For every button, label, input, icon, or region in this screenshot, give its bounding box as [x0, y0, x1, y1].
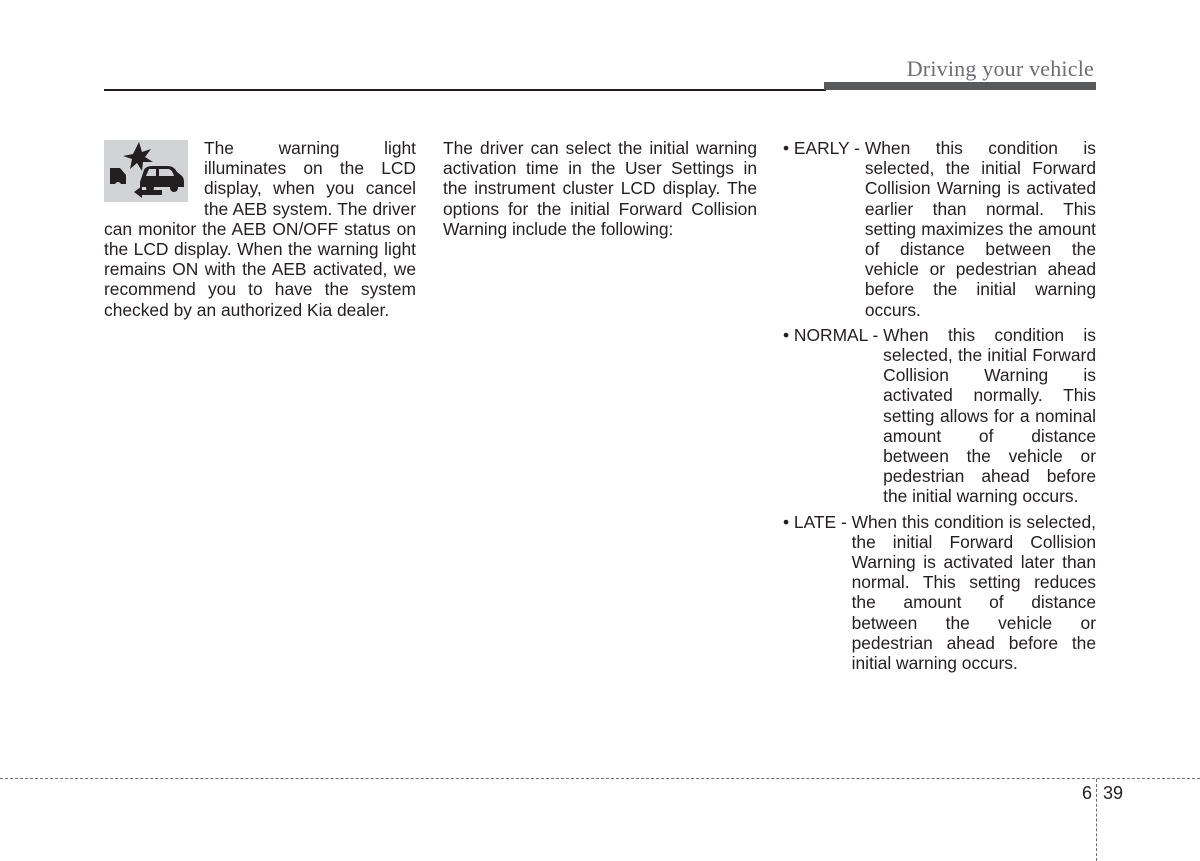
option-description: When this condition is selected, the initial Forward Collision Warning is activated earlier than normal. This setting maximizes the amount of distance between the vehicle or pedestrian ahead before the initial warning occurs. [864, 138, 1096, 320]
footer-divider [1096, 779, 1097, 861]
chapter-number: 6 [1081, 783, 1092, 803]
option-normal [783, 325, 1096, 507]
column-3 [783, 138, 1096, 678]
column-1 [104, 138, 416, 320]
option-label: • EARLY - [783, 138, 865, 158]
aeb-warning-paragraph: The warning light illuminates on the LCD display, when you cancel the AEB system. The driver can monitor the AEB ON/OFF status on the LCD display. When the warning light remains ON with the AEB activated, we recommend you to have the system checked by an authorized Kia dealer. [104, 138, 416, 320]
option-description: When this condition is selected, the initial Forward Collision Warning is activated normally. This setting allows for a nominal amount of distance between the vehicle or pedestrian ahead before the initial warning occurs. [883, 324, 1096, 507]
footer-rule [0, 778, 1200, 779]
option-label: • LATE - [783, 511, 852, 532]
header-rule [104, 89, 826, 91]
page-number: 39 [1103, 783, 1124, 803]
option-early [783, 138, 1096, 320]
option-label: • NORMAL - [783, 324, 884, 345]
section-title: Driving your vehicle [906, 56, 1094, 81]
header-rule-accent [824, 82, 1096, 90]
option-description: When this condition is selected, the initial Forward Collision Warning is activated later than normal. This setting reduces the amount of distance between the vehicle or pedestrian ahead before the initial warning occurs. [851, 511, 1096, 674]
aeb-warning-icon [104, 140, 188, 202]
option-late [783, 512, 1096, 674]
column-2 [443, 138, 757, 239]
warning-timing-paragraph: The driver can select the initial warning activation time in the User Settings in the instrument cluster LCD display. The options for the initial Forward Collision Warning include the following: [443, 138, 757, 239]
